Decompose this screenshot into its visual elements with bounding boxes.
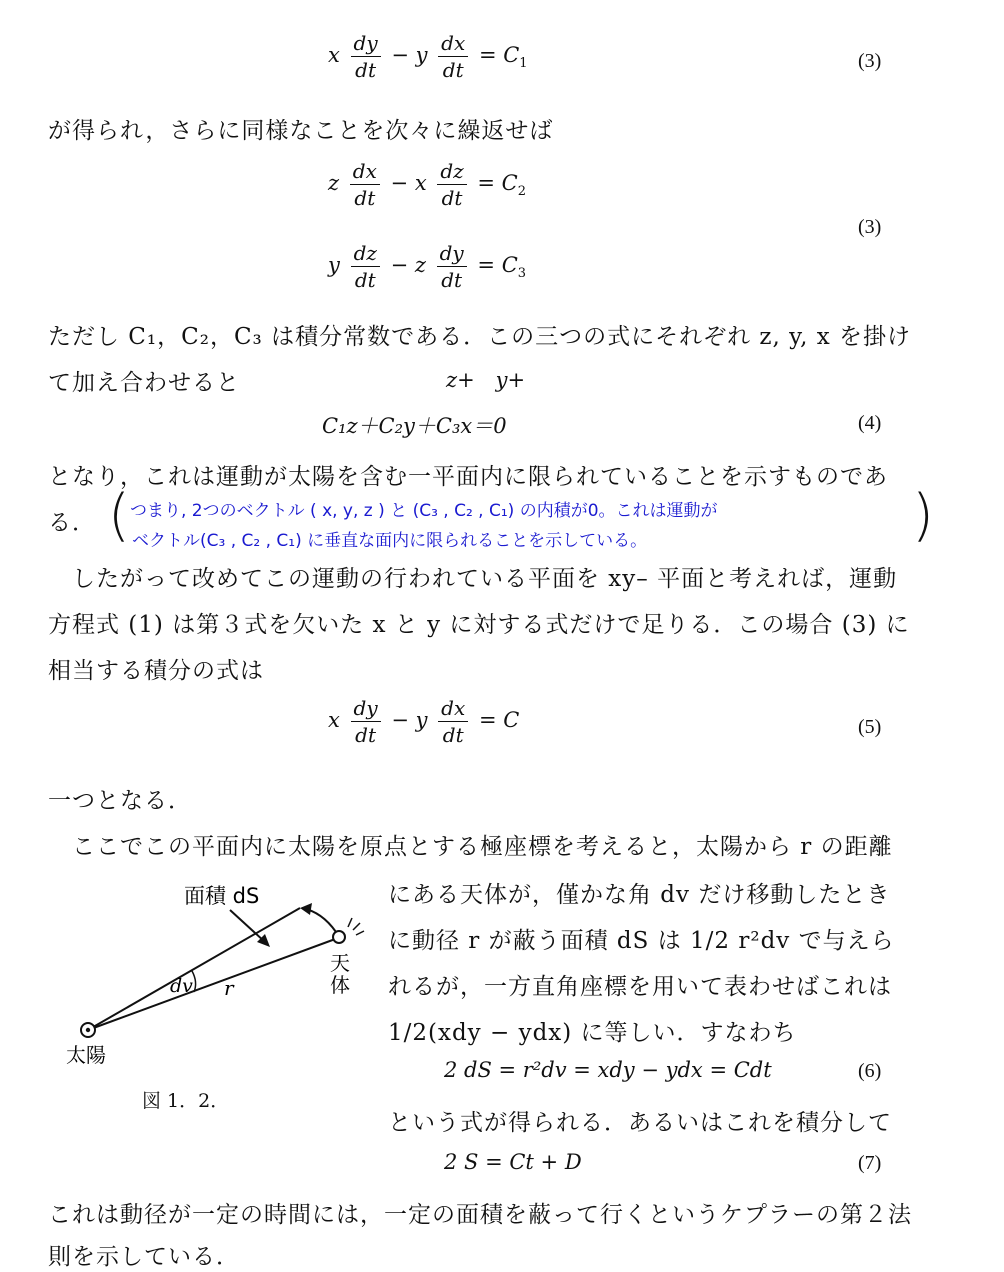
text-line: という式が得られる．あるいはこれを積分して: [388, 1110, 892, 1136]
equation-6: 2 dS = r²dv = xdy − ydx = Cdt: [444, 1058, 772, 1082]
fraction: $\frac{dz}{dt}$: [437, 158, 466, 211]
equation-7: 2 S = Ct + D: [444, 1150, 582, 1174]
text-line: 相当する積分の式は: [48, 658, 264, 684]
equation-number: (5): [858, 716, 882, 738]
blue-annotation-line-1: つまり, 2つのベクトル ( x, y, z ) と (C₃ , C₂ , C₁) の内積が0。これは運動が: [130, 501, 718, 521]
text-line: 則を示している．: [48, 1244, 240, 1270]
right-parenthesis: ): [912, 483, 934, 548]
radius-label: r: [224, 976, 234, 1000]
handwritten-hint: z+ y+: [446, 368, 526, 392]
text-line: れるが，一方直角座標を用いて表わせばこれは: [388, 974, 892, 1000]
equation-3c: y $\frac{dz}{dt}$ − z $\frac{dy}{dt}$ = $C_3$: [328, 241, 527, 292]
equation-number: (7): [858, 1152, 882, 1174]
equation-5: x $\frac{dy}{dt}$ − y $\frac{dx}{dt}$ = C: [328, 696, 520, 747]
text-line: が得られ，さらに同様なことを次々に繰返せば: [48, 118, 554, 144]
radius-line-lower: [88, 938, 338, 1030]
equation-3b: z $\frac{dx}{dt}$ − x $\frac{dz}{dt}$ = $C_2$: [328, 159, 527, 210]
text-line: にある天体が，僅かな角 dv だけ移動したとき: [388, 882, 891, 908]
equation-number: (6): [858, 1060, 882, 1082]
eq-var: x: [328, 43, 340, 67]
fraction: $\frac{dx}{dt}$: [438, 30, 468, 83]
text-line: これは動径が一定の時間には，一定の面積を蔽って行くというケプラーの第２法: [48, 1202, 912, 1228]
text-line: ただし C₁，C₂，C₃ は積分常数である．この三つの式にそれぞれ z, y, x を掛け: [48, 324, 911, 350]
sun-center-dot: [86, 1028, 90, 1032]
fraction: $\frac{dy}{dt}$: [351, 30, 381, 83]
fraction: $\frac{dy}{dt}$: [351, 695, 381, 748]
fraction: $\frac{dz}{dt}$: [351, 240, 380, 293]
text-line: ここでこの平面内に太陽を原点とする極座標を考えると，太陽から r の距離: [72, 834, 893, 860]
body-label-2: 体: [330, 973, 350, 997]
motion-arrow-head: [300, 903, 312, 915]
figure-caption: 図 1．2．: [142, 1090, 230, 1112]
celestial-body-circle: [333, 931, 345, 943]
eq-rhs: = C: [478, 43, 520, 67]
figure-kepler-area: [60, 870, 380, 1100]
body-label-1: 天: [330, 951, 350, 975]
text-line: て加え合わせると: [48, 370, 240, 396]
blue-annotation-line-2: ベクトル(C₃ , C₂ , C₁) に垂直な面内に限られることを示している。: [132, 531, 648, 551]
equation-number: (3): [858, 216, 882, 238]
text-line: に動径 r が蔽う面積 dS は 1/2 r²dv で与えら: [388, 928, 895, 954]
left-parenthesis: (: [108, 483, 130, 548]
fraction: $\frac{dx}{dt}$: [350, 158, 380, 211]
text-line: 方程式 (1) は第３式を欠いた x と y に対する式だけで足りる．この場合 (3) に: [48, 612, 910, 638]
equation-4: C₁z＋C₂y＋C₃x＝0: [322, 414, 507, 438]
text-line: 1/2(xdy − ydx) に等しい．すなわち: [388, 1020, 797, 1046]
fraction: $\frac{dx}{dt}$: [438, 695, 468, 748]
fraction: $\frac{dy}{dt}$: [437, 240, 467, 293]
sun-label: 太陽: [66, 1043, 106, 1067]
equation-number: (3): [858, 50, 882, 72]
area-label: 面積 dS: [184, 884, 260, 908]
text-line: る．: [48, 510, 96, 536]
text-line: 一つとなる．: [48, 788, 192, 814]
text-line: したがって改めてこの運動の行われている平面を xy– 平面と考えれば，運動: [72, 566, 898, 592]
equation-number: (4): [858, 412, 882, 434]
angle-label: dv: [170, 975, 193, 997]
text-line: となり，これは運動が太陽を含む一平面内に限られていることを示すものであ: [48, 464, 888, 490]
eq-minus: − y: [391, 43, 428, 67]
radius-line-upper: [88, 908, 300, 1030]
equation-3a: x $\frac{dy}{dt}$ − y $\frac{dx}{dt}$ = $C_1$: [328, 31, 528, 82]
